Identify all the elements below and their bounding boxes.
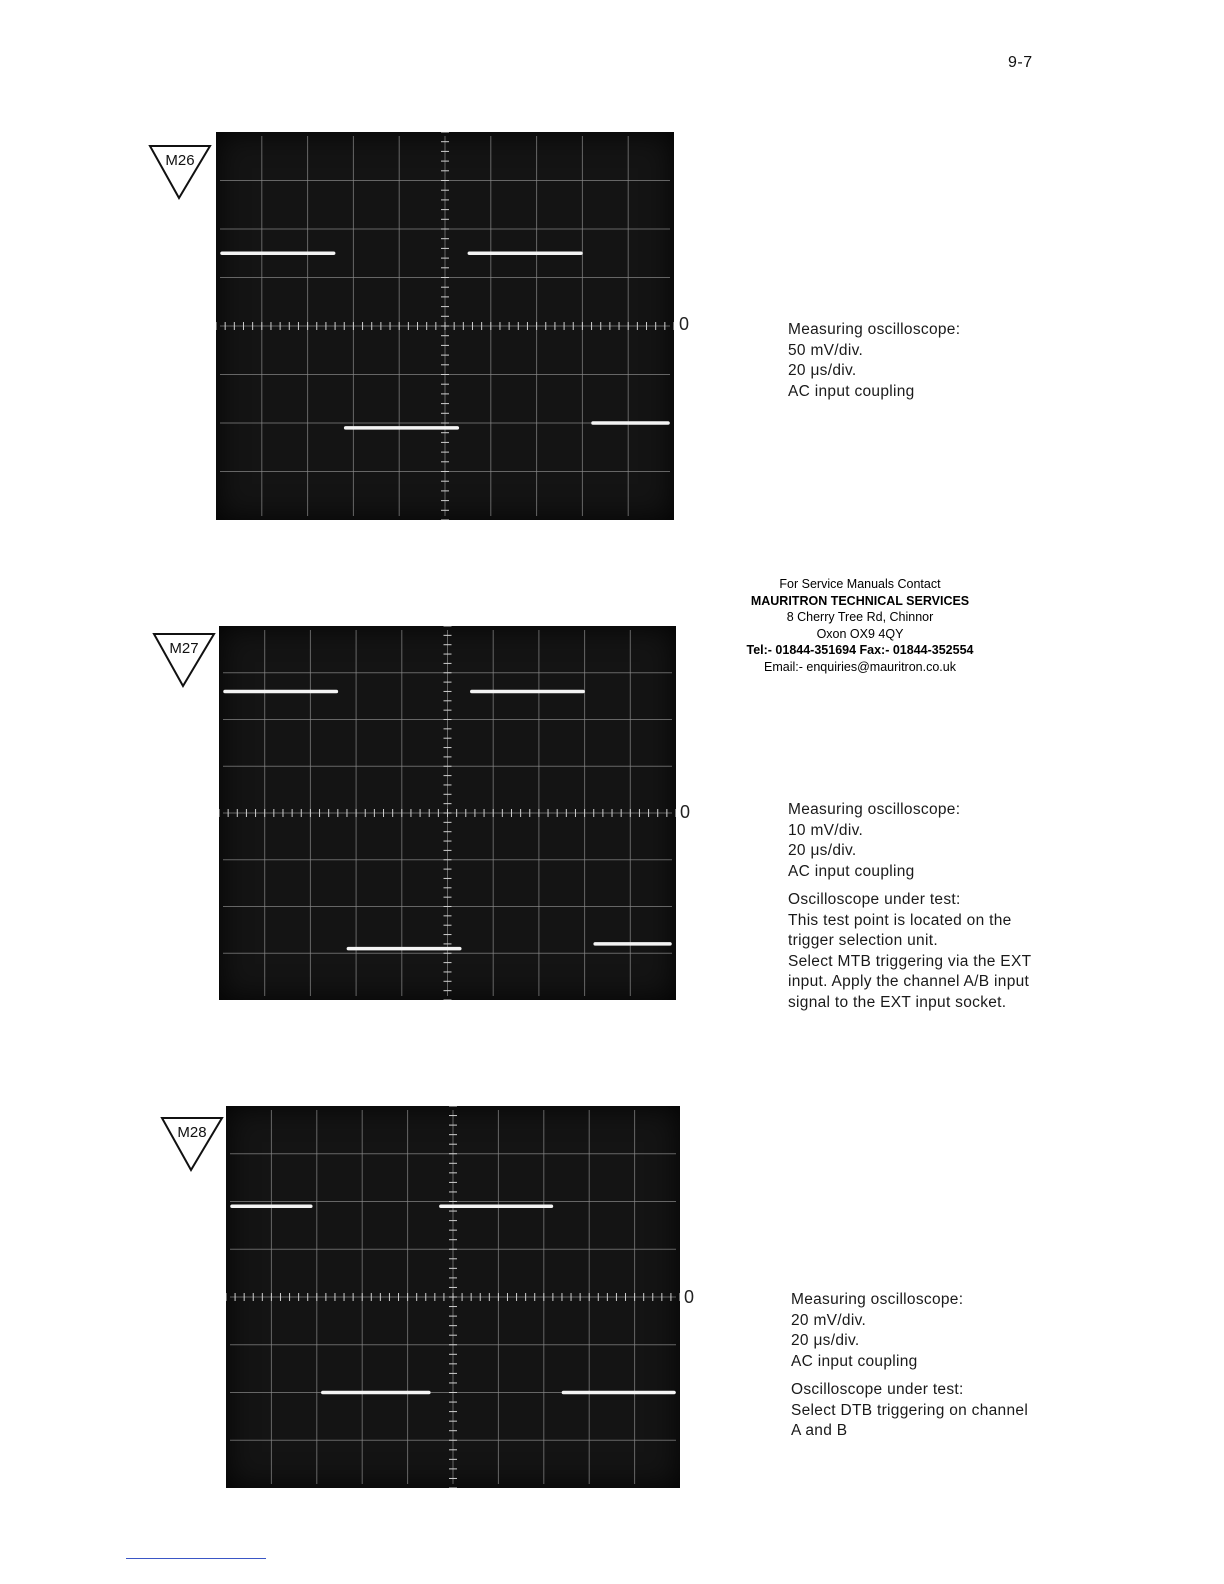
page-number: 9-7 [1008,54,1033,71]
marker-label: M28 [177,1124,207,1141]
note-line: Select MTB triggering via the EXT [788,952,1032,970]
graticule [226,1106,680,1488]
caption-line: AC input coupling [791,1352,918,1370]
caption-line: Measuring oscilloscope: [788,801,961,818]
oscilloscope-screenshot-m28 [226,1106,680,1488]
caption-line: 50 mV/div. [788,341,864,359]
note-line: trigger selection unit. [788,932,938,949]
caption-m26 [788,320,960,402]
caption-line: AC input coupling [788,862,915,880]
test-point-marker-m27 [152,632,220,690]
caption-m27 [788,800,1031,1013]
note-line: Select DTB triggering on channel [791,1401,1029,1419]
note-line: Oscilloscope under test: [791,1381,964,1398]
contact-company: MAURITRON TECHNICAL SERVICES [750,593,970,608]
note-line: A and B [791,1422,848,1439]
contact-email: Email:- enquiries@mauritron.co.uk [764,659,956,674]
zero-reference-label: 0 [684,1287,695,1307]
note-line: signal to the EXT input socket. [788,993,1007,1011]
graticule [219,626,676,1000]
caption-line: AC input coupling [788,382,915,400]
caption-line: 20 μs/div. [788,842,857,859]
marker-label: M27 [169,640,199,657]
caption-m28 [791,1290,1028,1442]
footer-rule [126,1558,266,1559]
test-point-marker-m26 [148,144,216,202]
marker-label: M26 [165,152,195,169]
caption-line: 20 μs/div. [788,362,857,379]
service-contact-block [740,576,980,675]
zero-reference-label: 0 [680,802,691,822]
oscilloscope-screenshot-m26 [216,132,674,520]
contact-phone: Tel:- 01844-351694 Fax:- 01844-352554 [746,643,974,657]
caption-line: 20 μs/div. [791,1332,860,1349]
contact-heading: For Service Manuals Contact [779,577,941,591]
note-line: This test point is located on the [788,911,1012,929]
caption-line: Measuring oscilloscope: [791,1291,964,1308]
contact-postcode: Oxon OX9 4QY [816,626,904,641]
test-point-marker-m28 [160,1116,228,1174]
oscilloscope-screenshot-m27 [219,626,676,1000]
caption-line: 10 mV/div. [788,821,864,839]
contact-address: 8 Cherry Tree Rd, Chinnor [786,610,934,624]
caption-line: Measuring oscilloscope: [788,321,961,338]
zero-reference-label: 0 [679,314,690,334]
caption-line: 20 mV/div. [791,1311,867,1329]
note-line: Oscilloscope under test: [788,891,961,908]
graticule [216,132,674,520]
note-line: input. Apply the channel A/B input [788,973,1030,990]
